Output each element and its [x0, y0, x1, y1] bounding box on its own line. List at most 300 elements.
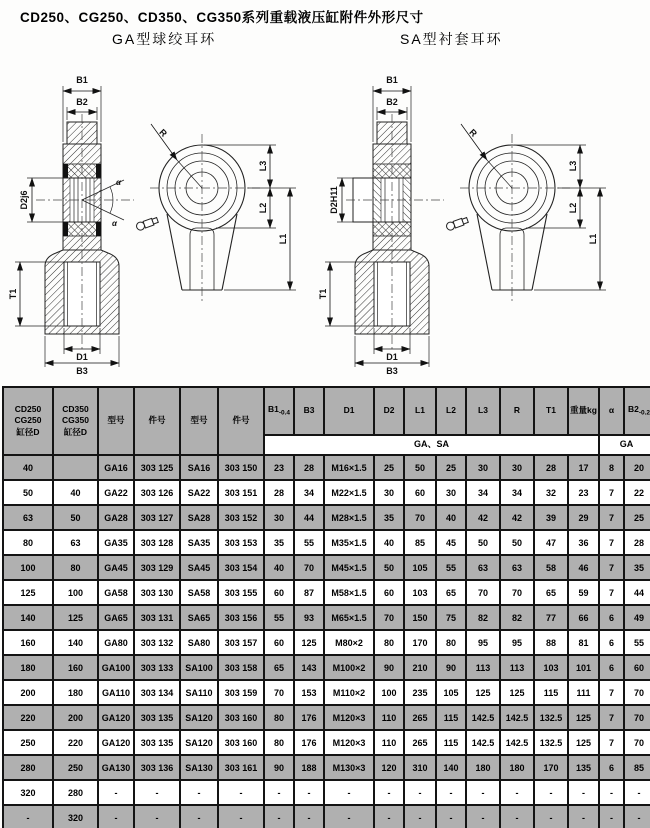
table-cell: 50 [500, 530, 534, 555]
table-cell: - [324, 780, 374, 805]
table-cell: 25 [374, 455, 404, 480]
table-cell: 153 [294, 680, 324, 705]
table-cell: 40 [374, 530, 404, 555]
table-cell: - [264, 805, 294, 828]
table-cell: M35×1.5 [324, 530, 374, 555]
table-cell: 303 135 [134, 705, 180, 730]
table-cell: 125 [53, 605, 98, 630]
table-cell: 200 [3, 680, 53, 705]
table-cell: 303 157 [218, 630, 264, 655]
table-cell: M28×1.5 [324, 505, 374, 530]
table-cell: 23 [568, 480, 599, 505]
table-cell: 176 [294, 730, 324, 755]
table-cell: - [294, 780, 324, 805]
table-cell: 28 [294, 455, 324, 480]
table-cell: 188 [294, 755, 324, 780]
table-cell: 235 [404, 680, 436, 705]
table-cell: 320 [53, 805, 98, 828]
table-cell: 115 [436, 730, 466, 755]
table-cell: 34 [500, 480, 534, 505]
table-cell: 303 160 [218, 705, 264, 730]
table-cell: - [599, 780, 624, 805]
table-cell: 20 [624, 455, 650, 480]
table-cell: 60 [264, 580, 294, 605]
table-cell: 22 [624, 480, 650, 505]
table-cell: 93 [294, 605, 324, 630]
table-cell: 95 [500, 630, 534, 655]
table-cell: M110×2 [324, 680, 374, 705]
table-cell: - [294, 805, 324, 828]
table-cell: 7 [599, 480, 624, 505]
table-cell: 110 [374, 705, 404, 730]
sa-dim-l3: L3 [568, 160, 578, 172]
table-cell: 125 [294, 630, 324, 655]
table-cell: 65 [436, 580, 466, 605]
table-cell: GA80 [98, 630, 134, 655]
table-cell: 42 [466, 505, 500, 530]
table-cell: 35 [624, 555, 650, 580]
table-cell: 70 [624, 730, 650, 755]
col-header-bore-cd350: CD350 CG350 缸径D [53, 387, 98, 455]
table-cell: 120 [374, 755, 404, 780]
col-header-b3: B3 [294, 387, 324, 435]
table-cell: 176 [294, 705, 324, 730]
table-cell: 265 [404, 730, 436, 755]
table-cell: GA120 [98, 730, 134, 755]
table-cell: 55 [294, 530, 324, 555]
table-cell: 70 [466, 580, 500, 605]
table-cell: 142.5 [466, 705, 500, 730]
sa-dim-l1: L1 [588, 233, 598, 245]
table-cell: 82 [466, 605, 500, 630]
table-cell: 303 129 [134, 555, 180, 580]
table-cell: 303 126 [134, 480, 180, 505]
table-cell: - [466, 780, 500, 805]
table-cell: 143 [294, 655, 324, 680]
table-cell: SA35 [180, 530, 218, 555]
table-cell: 75 [436, 605, 466, 630]
table-cell: 303 153 [218, 530, 264, 555]
table-cell: 80 [264, 730, 294, 755]
table-cell: 70 [500, 580, 534, 605]
table-cell: 44 [624, 580, 650, 605]
table-cell: 105 [436, 680, 466, 705]
table-cell: 50 [53, 505, 98, 530]
col-header-d2: D2 [374, 387, 404, 435]
table-cell: 111 [568, 680, 599, 705]
table-cell: - [98, 805, 134, 828]
table-cell: 303 160 [218, 730, 264, 755]
table-cell: 103 [534, 655, 568, 680]
table-row [3, 780, 650, 805]
table-cell: - [404, 805, 436, 828]
table-cell [53, 455, 98, 480]
table-cell: 303 131 [134, 605, 180, 630]
table-cell: 200 [53, 705, 98, 730]
table-cell: - [534, 780, 568, 805]
table-cell: SA16 [180, 455, 218, 480]
table-cell: 58 [534, 555, 568, 580]
table-cell: M45×1.5 [324, 555, 374, 580]
table-cell: 303 158 [218, 655, 264, 680]
sa-drawing [318, 75, 606, 376]
table-cell: 80 [436, 630, 466, 655]
table-cell: 30 [374, 480, 404, 505]
sa-cross-section-view [318, 75, 444, 376]
table-cell: 50 [466, 530, 500, 555]
table-cell: 65 [534, 580, 568, 605]
table-cell: 303 132 [134, 630, 180, 655]
table-cell: 310 [404, 755, 436, 780]
table-row [3, 530, 650, 555]
table-cell: 105 [404, 555, 436, 580]
table-cell: 265 [404, 705, 436, 730]
table-cell: GA120 [98, 705, 134, 730]
table-cell: 180 [466, 755, 500, 780]
table-cell: 55 [624, 630, 650, 655]
sa-dim-b1: B1 [386, 75, 398, 85]
col-header-l3: L3 [466, 387, 500, 435]
table-cell: 140 [3, 605, 53, 630]
table-row [3, 755, 650, 780]
table-cell: 6 [599, 630, 624, 655]
table-cell: 85 [404, 530, 436, 555]
table-cell: 142.5 [500, 705, 534, 730]
table-cell: 125 [466, 680, 500, 705]
table-cell: SA110 [180, 680, 218, 705]
table-cell: 142.5 [500, 730, 534, 755]
table-cell: - [218, 780, 264, 805]
table-cell: SA130 [180, 755, 218, 780]
table-cell: SA80 [180, 630, 218, 655]
table-cell: 80 [374, 630, 404, 655]
table-cell: M65×1.5 [324, 605, 374, 630]
table-row [3, 730, 650, 755]
table-cell: SA65 [180, 605, 218, 630]
table-cell: 34 [294, 480, 324, 505]
sa-dim-t1: T1 [318, 288, 328, 300]
table-cell: 303 152 [218, 505, 264, 530]
table-cell: - [374, 780, 404, 805]
table-cell: 7 [599, 555, 624, 580]
ga-dim-d2: D2j6 [19, 190, 29, 210]
table-cell: 210 [404, 655, 436, 680]
table-cell: GA28 [98, 505, 134, 530]
table-cell: 6 [599, 755, 624, 780]
table-cell: 303 134 [134, 680, 180, 705]
table-cell: SA120 [180, 705, 218, 730]
table-cell: 55 [264, 605, 294, 630]
table-cell: M100×2 [324, 655, 374, 680]
ga-dim-b2: B2 [76, 97, 88, 107]
table-cell: - [134, 780, 180, 805]
table-cell: 60 [374, 580, 404, 605]
table-cell: M16×1.5 [324, 455, 374, 480]
table-cell: 47 [534, 530, 568, 555]
table-cell: 40 [3, 455, 53, 480]
col-header-l2: L2 [436, 387, 466, 435]
table-cell: 115 [436, 705, 466, 730]
table-row [3, 705, 650, 730]
table-cell: 303 125 [134, 455, 180, 480]
table-cell: 132.5 [534, 730, 568, 755]
series-band-ga-sa: GA、SA [264, 435, 599, 455]
table-cell: 66 [568, 605, 599, 630]
ga-dim-l2: L2 [258, 202, 268, 214]
table-row [3, 505, 650, 530]
table-cell: 29 [568, 505, 599, 530]
table-row [3, 480, 650, 505]
table-cell: 25 [436, 455, 466, 480]
table-cell: 40 [436, 505, 466, 530]
table-cell: 125 [568, 705, 599, 730]
table-cell: 7 [599, 680, 624, 705]
table-cell: 23 [264, 455, 294, 480]
table-cell: M130×3 [324, 755, 374, 780]
table-cell: 180 [500, 755, 534, 780]
table-cell: - [534, 805, 568, 828]
table-cell: 80 [53, 555, 98, 580]
table-cell: 40 [53, 480, 98, 505]
table-cell: 280 [3, 755, 53, 780]
table-cell: 303 161 [218, 755, 264, 780]
table-cell: - [436, 805, 466, 828]
table-cell: - [624, 780, 650, 805]
table-cell: GA35 [98, 530, 134, 555]
table-cell: GA110 [98, 680, 134, 705]
table-cell: 60 [624, 655, 650, 680]
table-cell: GA130 [98, 755, 134, 780]
page-title: CD250、CG250、CD350、CG350系列重载液压缸附件外形尺寸 [20, 10, 424, 25]
table-cell: 7 [599, 505, 624, 530]
table-cell: 60 [264, 630, 294, 655]
table-cell: - [218, 805, 264, 828]
table-cell: 35 [374, 505, 404, 530]
table-cell: 303 159 [218, 680, 264, 705]
ga-figure-title: GA型球绞耳环 [112, 31, 217, 47]
ga-dim-d1: D1 [76, 352, 88, 362]
col-header-alpha: α [599, 387, 624, 435]
col-header-r: R [500, 387, 534, 435]
table-cell: - [500, 805, 534, 828]
table-cell: 45 [436, 530, 466, 555]
table-row [3, 605, 650, 630]
table-cell: 50 [404, 455, 436, 480]
table-cell: 7 [599, 705, 624, 730]
col-header-b1: $B1_{-0.4}$ [264, 387, 294, 435]
table-cell: - [466, 805, 500, 828]
sa-dim-b3: B3 [386, 366, 398, 376]
table-cell: 80 [264, 705, 294, 730]
table-cell: - [500, 780, 534, 805]
table-cell: 170 [534, 755, 568, 780]
table-row [3, 680, 650, 705]
table-cell: 303 155 [218, 580, 264, 605]
table-cell: - [264, 780, 294, 805]
table-cell: SA58 [180, 580, 218, 605]
table-cell: 49 [624, 605, 650, 630]
table-cell: 125 [3, 580, 53, 605]
table-cell: 90 [374, 655, 404, 680]
table-cell: 125 [500, 680, 534, 705]
table-cell: 60 [404, 480, 436, 505]
sa-figure-title: SA型衬套耳环 [400, 31, 503, 47]
table-cell: 180 [53, 680, 98, 705]
table-cell: 125 [568, 730, 599, 755]
ga-drawing [8, 75, 296, 376]
table-cell: SA100 [180, 655, 218, 680]
sa-dim-l2: L2 [568, 202, 578, 214]
table-cell: 180 [3, 655, 53, 680]
table-cell: 25 [624, 505, 650, 530]
table-cell: 70 [374, 605, 404, 630]
table-cell: 46 [568, 555, 599, 580]
table-cell: 303 150 [218, 455, 264, 480]
table-cell: 303 128 [134, 530, 180, 555]
col-header-model-ga: 型号 [98, 387, 134, 455]
table-cell: GA16 [98, 455, 134, 480]
table-cell: 40 [264, 555, 294, 580]
table-cell: 28 [264, 480, 294, 505]
table-cell: 32 [534, 480, 568, 505]
table-cell: GA45 [98, 555, 134, 580]
table-cell: 303 133 [134, 655, 180, 680]
table-cell: 303 156 [218, 605, 264, 630]
table-cell: 88 [534, 630, 568, 655]
table-cell: 6 [599, 655, 624, 680]
table-cell: 160 [3, 630, 53, 655]
table-cell: 8 [599, 455, 624, 480]
table-cell: - [568, 805, 599, 828]
ga-dim-b3: B3 [76, 366, 88, 376]
table-cell: 30 [466, 455, 500, 480]
table-cell: 70 [624, 705, 650, 730]
col-header-l1: L1 [404, 387, 436, 435]
table-cell: 250 [3, 730, 53, 755]
table-cell: - [624, 805, 650, 828]
table-cell: M22×1.5 [324, 480, 374, 505]
table-cell: 303 127 [134, 505, 180, 530]
table-cell: - [134, 805, 180, 828]
table-cell: - [599, 805, 624, 828]
table-cell: 42 [500, 505, 534, 530]
col-header-part-ga: 件号 [134, 387, 180, 455]
table-cell: 303 151 [218, 480, 264, 505]
table-cell: GA65 [98, 605, 134, 630]
table-cell: - [98, 780, 134, 805]
table-cell: 82 [500, 605, 534, 630]
ga-dim-t1: T1 [8, 288, 18, 300]
table-cell: 303 154 [218, 555, 264, 580]
ga-grease-fitting-icon [135, 216, 158, 231]
table-cell: 70 [294, 555, 324, 580]
ga-angle-label: α [116, 178, 121, 187]
table-cell: 6 [599, 605, 624, 630]
table-row [3, 655, 650, 680]
table-cell: 220 [3, 705, 53, 730]
table-cell: 101 [568, 655, 599, 680]
ga-dim-l3: L3 [258, 160, 268, 172]
ga-cross-section-view [8, 75, 134, 376]
table-cell: - [436, 780, 466, 805]
table-cell: 220 [53, 730, 98, 755]
table-cell: 113 [466, 655, 500, 680]
table-cell: - [404, 780, 436, 805]
table-cell: 150 [404, 605, 436, 630]
technical-drawings [0, 64, 650, 382]
table-cell: 90 [436, 655, 466, 680]
table-cell: 35 [264, 530, 294, 555]
table-cell: 100 [3, 555, 53, 580]
table-cell: 115 [534, 680, 568, 705]
table-cell: 30 [264, 505, 294, 530]
table-cell: 50 [3, 480, 53, 505]
ga-dim-l1: L1 [278, 233, 288, 245]
table-cell: 103 [404, 580, 436, 605]
table-cell: 30 [436, 480, 466, 505]
table-row [3, 555, 650, 580]
col-header-bore-cd250: CD250 CG250 缸径D [3, 387, 53, 455]
table-cell: 170 [404, 630, 436, 655]
table-cell: 80 [3, 530, 53, 555]
table-cell: 140 [53, 630, 98, 655]
table-cell: 65 [264, 655, 294, 680]
table-cell: - [568, 780, 599, 805]
table-cell: SA22 [180, 480, 218, 505]
sa-side-view [445, 124, 606, 304]
table-cell: 59 [568, 580, 599, 605]
series-band-ga: GA [599, 435, 650, 455]
sa-dim-d2: D2H11 [329, 186, 339, 214]
table-cell: 7 [599, 530, 624, 555]
table-cell: 303 136 [134, 755, 180, 780]
table-cell: M120×3 [324, 730, 374, 755]
sa-dim-b2: B2 [386, 97, 398, 107]
table-cell: SA45 [180, 555, 218, 580]
table-cell: 50 [374, 555, 404, 580]
table-cell: M80×2 [324, 630, 374, 655]
sa-dim-r: R [467, 127, 479, 139]
table-cell: 63 [500, 555, 534, 580]
table-cell: 7 [599, 580, 624, 605]
table-cell: 34 [466, 480, 500, 505]
table-cell: 44 [294, 505, 324, 530]
table-cell: 63 [466, 555, 500, 580]
col-header-d1: D1 [324, 387, 374, 435]
table-row [3, 580, 650, 605]
table-cell: 280 [53, 780, 98, 805]
table-cell: 63 [53, 530, 98, 555]
ga-dim-b1: B1 [76, 75, 88, 85]
col-header-t1: T1 [534, 387, 568, 435]
table-cell: 70 [624, 680, 650, 705]
table-cell: 303 135 [134, 730, 180, 755]
table-cell: 81 [568, 630, 599, 655]
sa-grease-fitting-icon [445, 216, 468, 231]
table-cell: 30 [500, 455, 534, 480]
table-cell: 36 [568, 530, 599, 555]
col-header-part-sa: 件号 [218, 387, 264, 455]
table-cell: SA120 [180, 730, 218, 755]
table-cell: - [324, 805, 374, 828]
table-cell: 70 [264, 680, 294, 705]
table-cell: M120×3 [324, 705, 374, 730]
table-cell: 28 [534, 455, 568, 480]
sa-dim-d1: D1 [386, 352, 398, 362]
table-cell: 39 [534, 505, 568, 530]
table-cell: GA100 [98, 655, 134, 680]
table-cell: 77 [534, 605, 568, 630]
